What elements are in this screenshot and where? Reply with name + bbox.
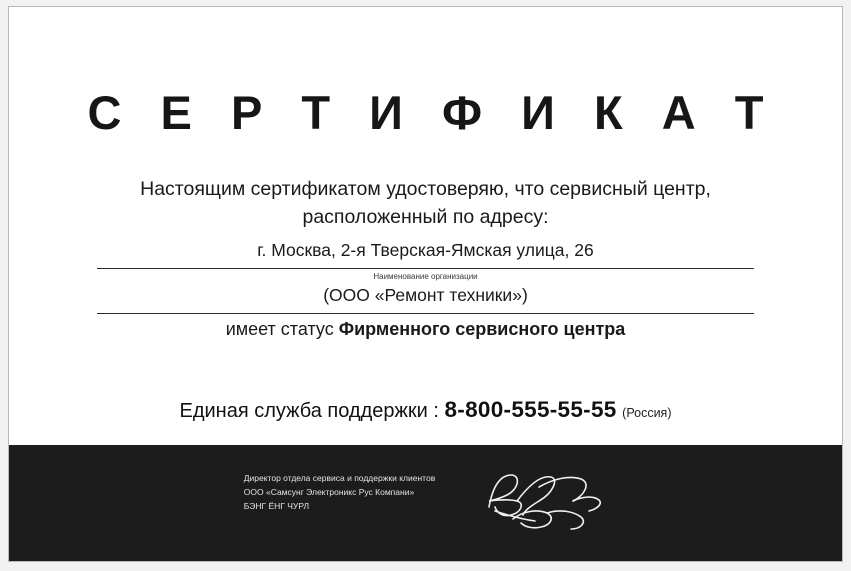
intro-paragraph — [69, 175, 782, 232]
footer-content — [9, 467, 842, 537]
support-phone: 8-800-555-55-55 — [444, 397, 617, 422]
intro-line-1: Настоящим сертификатом удостоверяю, что сервисный центр, — [140, 178, 711, 200]
organization-rule — [97, 313, 754, 314]
certificate-body — [9, 7, 842, 447]
page-title: С Е Р Т И Ф И К А Т — [87, 86, 777, 139]
signer-block — [244, 467, 435, 513]
intro-line-2: расположенный по адресу: — [302, 206, 549, 229]
support-line — [9, 397, 842, 423]
address-value: г. Москва, 2-я Тверская-Ямская улица, 26 — [257, 240, 594, 260]
support-country: (Россия) — [622, 406, 672, 420]
address-field — [97, 239, 754, 269]
address-rule — [97, 268, 754, 269]
support-label: Единая служба поддержки : — [179, 400, 445, 422]
signer-company: ООО «Самсунг Электроникс Рус Компани» — [243, 487, 415, 498]
status-prefix: имеет статус — [225, 319, 339, 339]
certificate-footer — [9, 445, 842, 561]
organization-field — [97, 272, 754, 314]
status-value: Фирменного сервисного центра — [338, 319, 626, 339]
certificate-card — [8, 6, 843, 562]
signature-image — [477, 467, 607, 537]
signer-name: БЭНГ ЁНГ ЧУРЛ — [243, 501, 310, 512]
address-note: Наименование организации — [373, 272, 478, 281]
signer-title: Директор отдела сервиса и поддержки клиентов — [243, 473, 436, 483]
status-line — [97, 319, 754, 340]
organization-value: (ООО «Ремонт техники») — [323, 285, 528, 306]
